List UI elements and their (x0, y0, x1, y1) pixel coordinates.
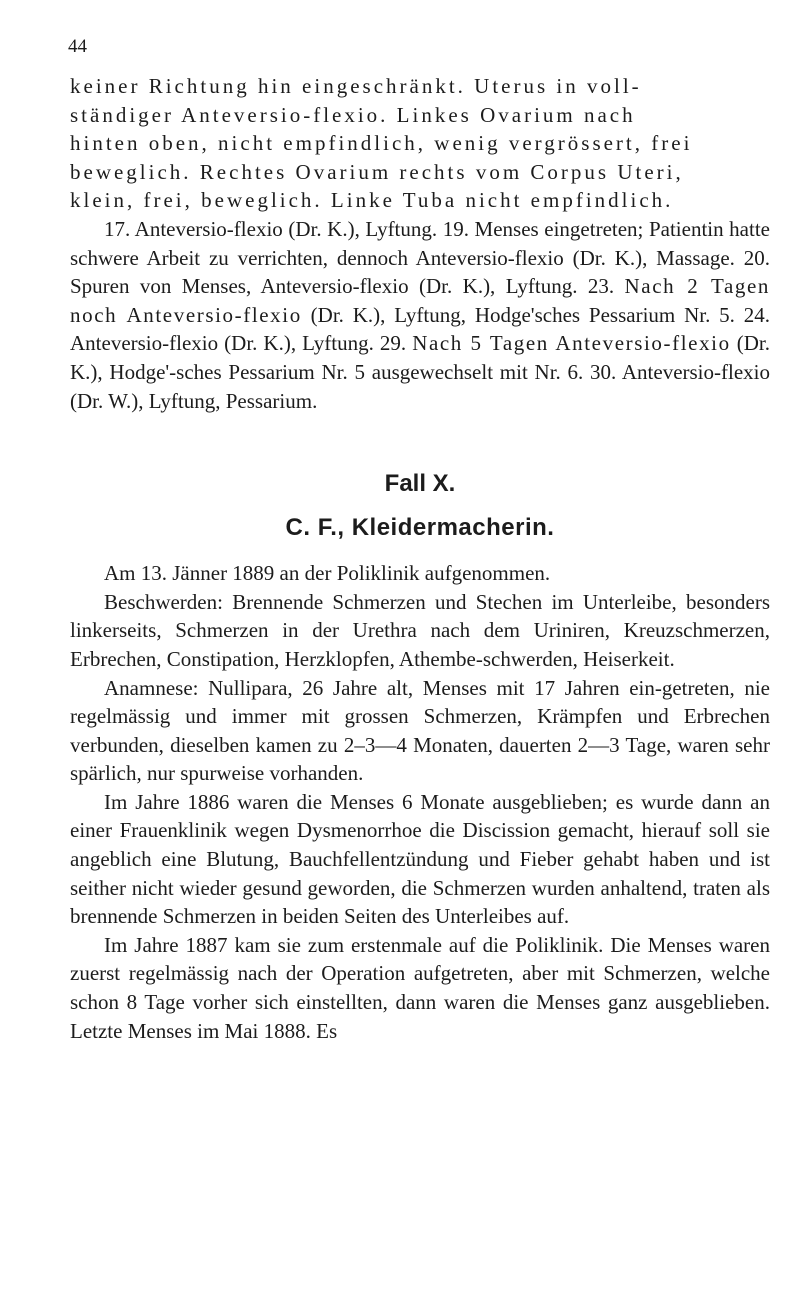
document-page (70, 36, 770, 1045)
text-line: beweglich. Rechtes Ovarium rechts vom Corpus Uteri, (70, 159, 684, 184)
history-1887-paragraph: Im Jahre 1887 kam sie zum erstenmale auf die Poliklinik. Die Menses waren zuerst regelmässig nach der Operation aufgetreten, aber mit Schmerzen, welche schon 8 Tage vorher sich einstellten, dann waren die Menses ganz ausgeblieben. Letzte Menses im Mai 1888. Es (70, 932, 770, 1043)
course-emphasis: Nach 2 Tagen noch Anteversio-flexio (70, 274, 770, 327)
text-line: klein, frei, beweglich. Linke Tuba nicht empfindlich. (70, 188, 674, 213)
history-1886-paragraph: Im Jahre 1886 waren die Menses 6 Monate ausgeblieben; es wurde dann an einer Frauenklinik wegen Dysmenorrhoe die Discission gemacht, hierauf soll sie angeblich eine Blutung, Bauchfellentzündung und Fieber gehabt haben und ist seither nicht wieder gesund geworden, die Schmerzen wurden anhaltend, traten als brennende Schmerzen in beiden Seiten des Unterleibes auf. (70, 789, 770, 929)
case-name-heading: C. F., Kleidermacherin. (285, 514, 555, 542)
course-paragraph (70, 215, 770, 415)
continuation-paragraph (70, 72, 770, 215)
admission-paragraph: Am 13. Jänner 1889 an der Poliklinik aufgenommen. (104, 561, 551, 586)
text-line: ständiger Anteversio-flexio. Linkes Ovarium nach (70, 102, 636, 127)
text-line: keiner Richtung hin eingeschränkt. Uterus in voll- (70, 74, 642, 98)
anamnesis-paragraph: Anamnese: Nullipara, 26 Jahre alt, Menses mit 17 Jahren ein-getreten, nie regelmässig und immer mit grossen Schmerzen, Krämpfen und Erbrechen verbunden, dieselben kamen zu 2–3—4 Monaten, dauerten 2—3 Tage, waren sehr spärlich, nur spurweise vorhanden. (70, 675, 770, 786)
course-text: 17. Anteversio-flexio (Dr. K.), Lyftung. 19. Menses eingetreten; Patientin hatte schwere Arbeit zu verrichten, dennoch Anteversio-flexio (Dr. K.), Massage. 20. Spuren von Menses, Anteversio-flexio (Dr. K.), Lyftung. 23. (70, 216, 770, 299)
course-emphasis: Nach 5 Tagen Anteversio-flexio (412, 331, 731, 356)
course-text: (Dr. K.), Hodge'-sches Pessarium Nr. 5 ausgewechselt mit Nr. 6. 30. Anteversio-flexio (Dr. W.), Lyftung, Pessarium. (70, 331, 770, 413)
course-text: (Dr. K.), Lyftung, Hodge'sches Pessarium Nr. 5. 24. Anteversio-flexio (Dr. K.), Lyftung. 29. (70, 302, 771, 356)
page-number: 44 (68, 36, 87, 57)
case-number-heading: Fall X. (384, 470, 456, 498)
text-line: hinten oben, nicht empfindlich, wenig vergrössert, frei (70, 131, 693, 156)
complaints-paragraph: Beschwerden: Brennende Schmerzen und Stechen im Unterleibe, besonders linkerseits, Schmerzen in der Urethra nach dem Uriniren, Kreuzschmerzen, Erbrechen, Constipation, Herzklopfen, Athembe-schwerden, Heiserkeit. (70, 589, 770, 671)
